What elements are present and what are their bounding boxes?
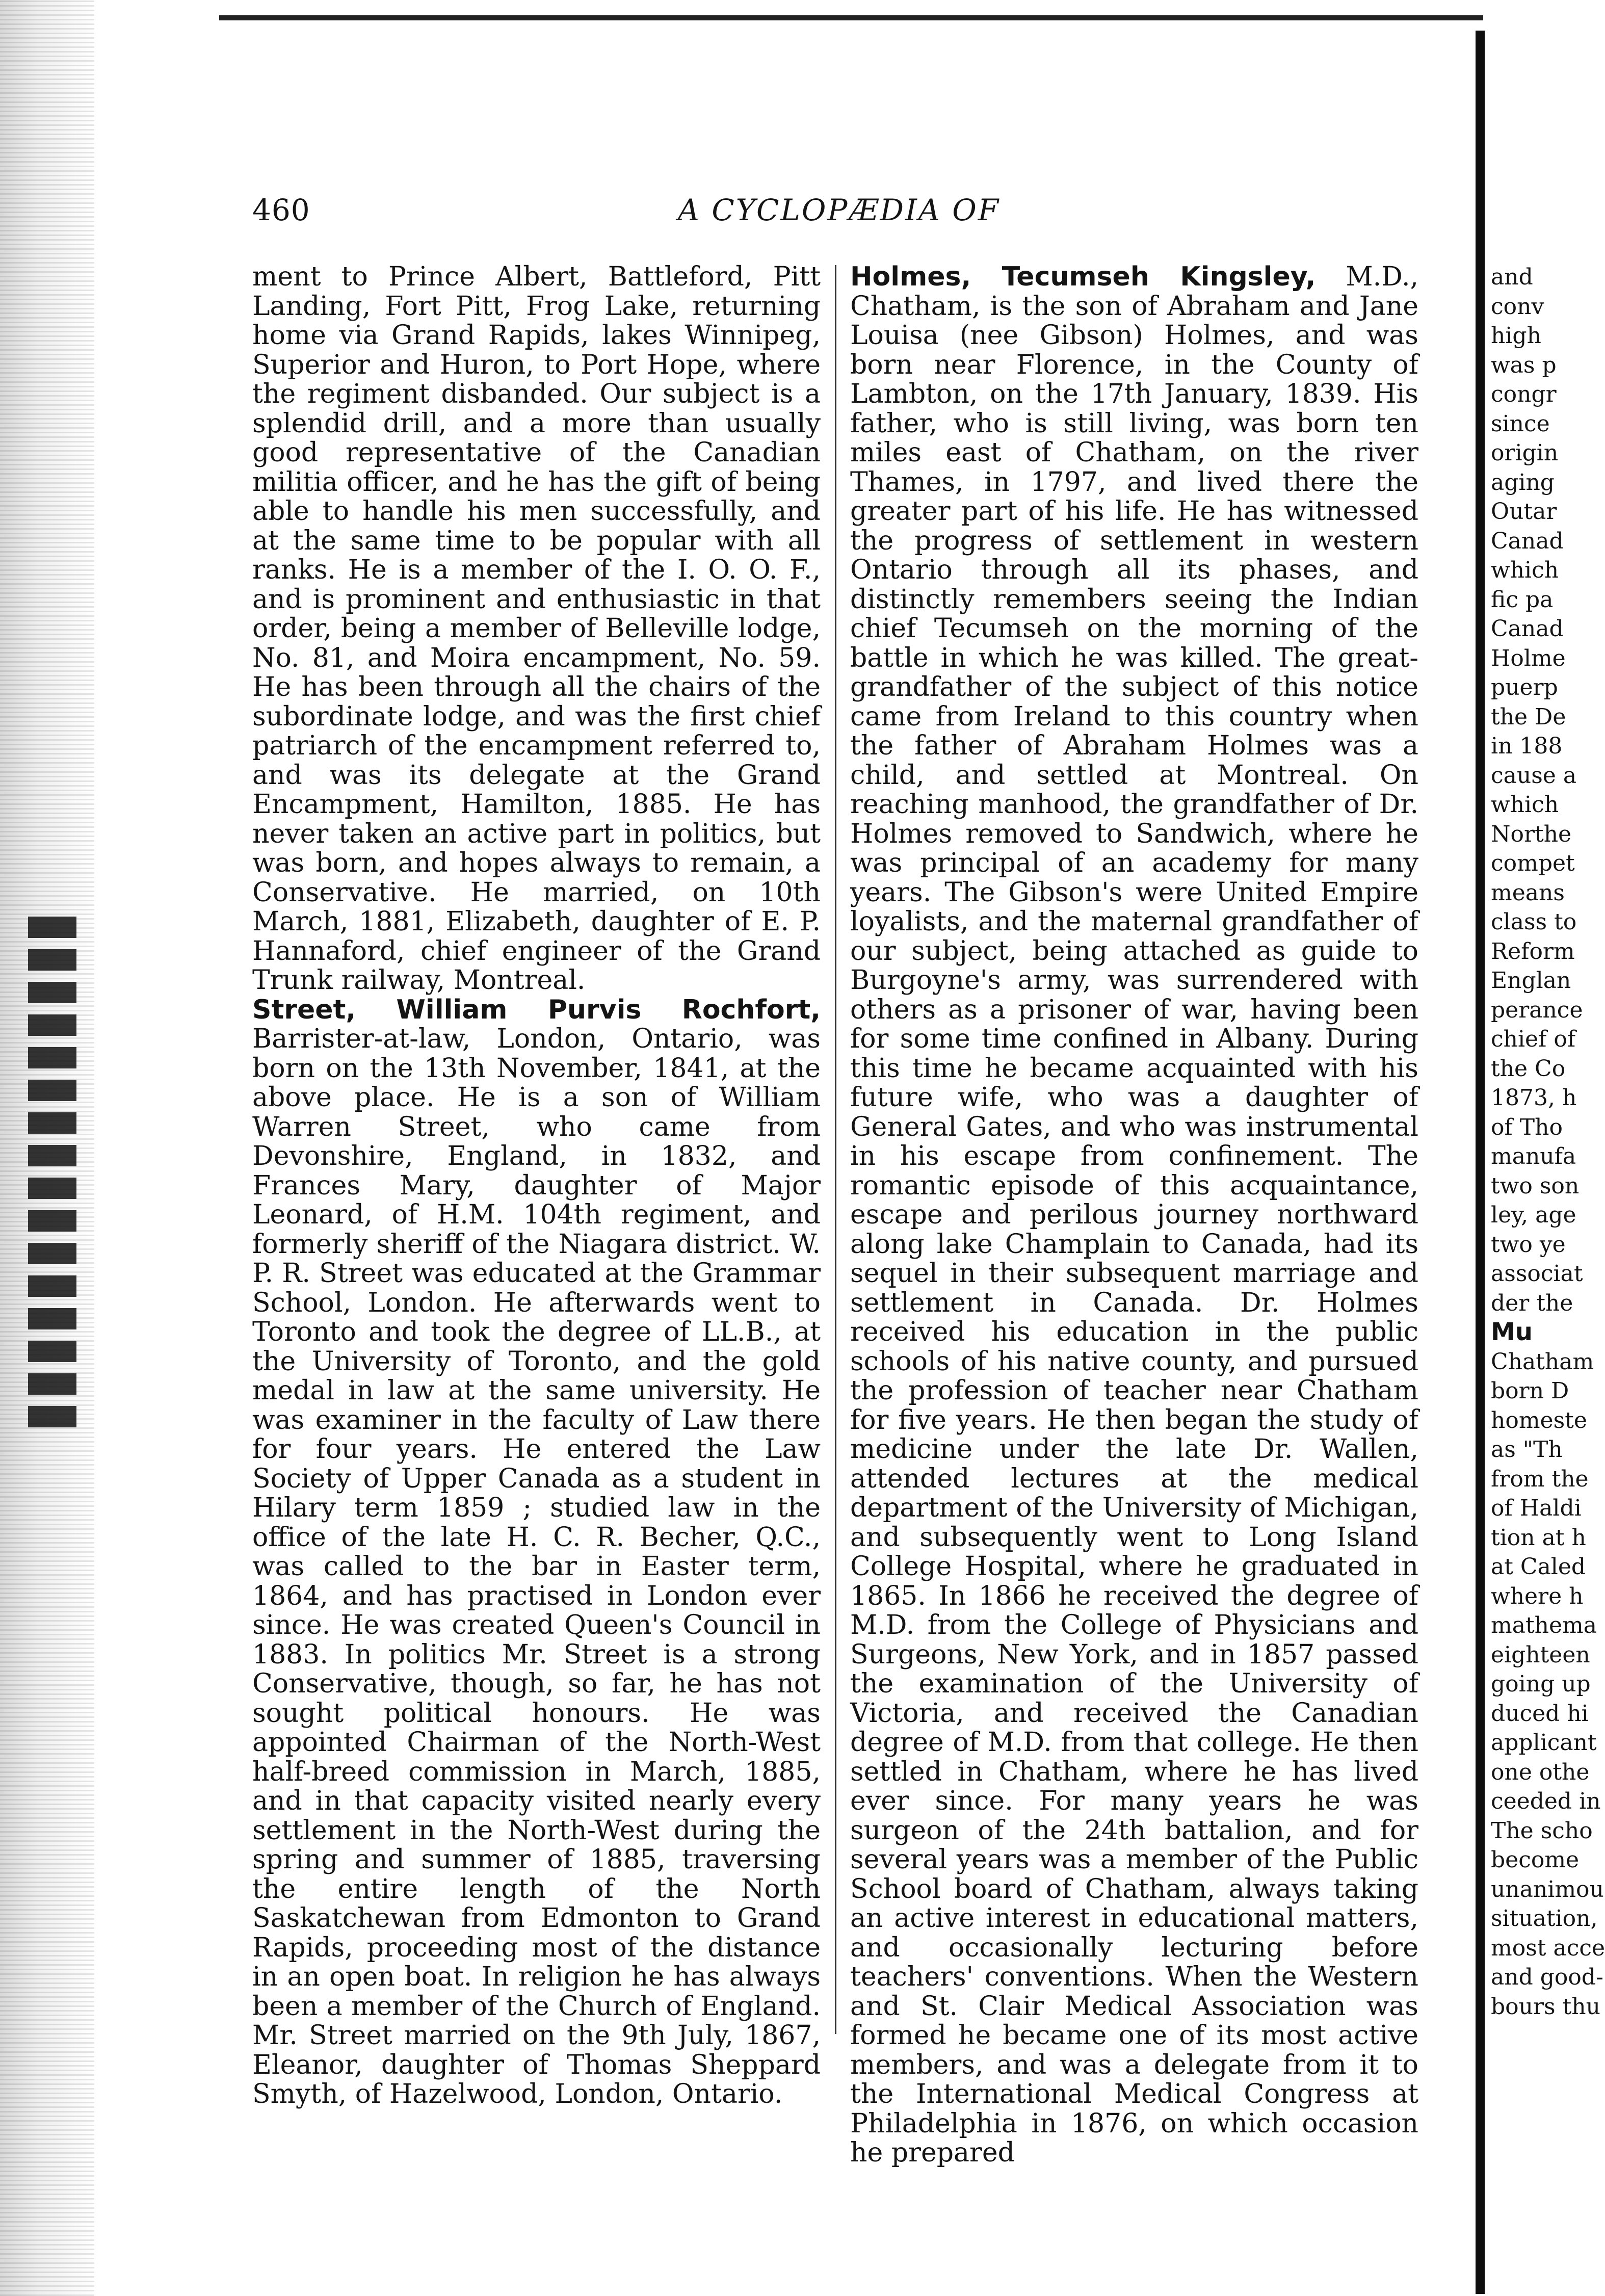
facing-page-line: class to [1491, 909, 1577, 935]
facing-page-line: mathema [1491, 1612, 1597, 1638]
facing-page-line: Holme [1491, 645, 1566, 671]
facing-page-line: fic pa [1491, 586, 1554, 613]
binding-stamp [28, 907, 76, 1427]
facing-page-line: Canad [1491, 616, 1564, 642]
facing-page-line: which [1491, 557, 1559, 583]
entry-text-holmes: M.D., Chatham, is the son of Abraham and Jane Louisa (nee Gibson) Holmes, and was born near Florence, in the County of Lambton, on the 17th January, 1839. His father, who is still living, was born ten miles east of Chatham, on the river Thames, in 1797, and lived there the greater part of his life. He has witnessed the progress of settlement in western Ontario through all its phases, and distinctly remembers seeing the Indian chief Tecumseh on the morning of the battle in which he was killed. The great-grandfather of the subject of this notice came from Ireland to this country when the father of Abraham Holmes was a child, and settled at Montreal. On reaching manhood, the grandfather of Dr. Holmes removed to Sandwich, where he was principal of an academy for many years. The Gibson's were United Empire loyalists, and the maternal grandfather of our subject, being attached as guide to Burgoyne's army, was surrendered with others as a prisoner of war, having been for some time confined in Albany. During this time he became acquainted with his future wife, who was a daughter of General Gates, and who was instrumental in his escape from confinement. The romantic episode of this acquaintance, escape and perilous journey northward along lake Champlain to Canada, had its sequel in their subsequent marriage and settlement in Canada. Dr. Holmes received his education in the public schools of his native county, and pursued the profession of teacher near Chatham for five years. He then began the study of medicine under the late Dr. Wallen, attended lectures at the medical department of the University of Michigan, and subsequently went to Long Island College Hospital, where he graduated in 1865. In 1866 he received the degree of M.D. from the College of Physicians and Surgeons, New York, and in 1857 passed the examination of the University of Victoria, and received the Canadian degree of M.D. from that college. He then settled in Chatham, where he has lived ever since. For many years he was surgeon of the 24th battalion, and for several years was a member of the Public School board of Chatham, always taking an active interest in educational matters, and occasionally lecturing before teachers' conventions. When the Western and St. Clair Medical Association was formed he became one of its most active members, and was a delegate from it to the International Medical Congress at Philadelphia in 1876, on which occasion he prepared [850, 262, 1419, 2168]
facing-page-line: origin [1491, 440, 1559, 466]
facing-page-line: situation, [1491, 1906, 1598, 1932]
facing-page-line: 1873, h [1491, 1085, 1577, 1111]
facing-page-line: means [1491, 879, 1565, 906]
facing-page-line: in 188 [1491, 733, 1563, 759]
facing-page-line: bours thu [1491, 1993, 1600, 2020]
facing-page-line: Reform [1491, 938, 1575, 964]
column-divider [835, 265, 836, 2034]
facing-page-line: duced hi [1491, 1700, 1589, 1727]
facing-page-line: Outar [1491, 499, 1557, 525]
left-column [252, 263, 821, 2109]
continued-paragraph: ment to Prince Albert, Battleford, Pitt Landing, Fort Pitt, Frog Lake, returning home via Grand Rapids, lakes Winnipeg, Superior and Huron, to Port Hope, where the regiment disbanded. Our subject is a splendid drill, and a more than usually good representative of the Canadian militia officer, and he has the gift of being able to handle his men successfully, and at the same time to be popular with all ranks. He is a member of the I. O. O. F., and is prominent and enthusiastic in that order, being a member of Belleville lodge, No. 81, and Moira encampment, No. 59. He has been through all the chairs of the subordinate lodge, and was the first chief patriarch of the encampment referred to, and was its delegate at the Grand Encampment, Hamilton, 1885. He has never taken an active part in politics, but was born, and hopes always to remain, a Conservative. He married, on 10th March, 1881, Elizabeth, daughter of E. P. Hannaford, chief engineer of the Grand Trunk railway, Montreal. [252, 262, 821, 996]
facing-page-line: ley, age [1491, 1202, 1576, 1228]
facing-page-line: of Tho [1491, 1114, 1563, 1140]
facing-page-line: der the [1491, 1290, 1573, 1316]
facing-page-line: chief of [1491, 1026, 1576, 1052]
facing-page-line: where h [1491, 1583, 1584, 1609]
facing-page-line: manufa [1491, 1143, 1576, 1169]
facing-page-line: of Haldi [1491, 1495, 1582, 1521]
facing-page-line: perance [1491, 997, 1583, 1023]
facing-page-line: two son [1491, 1172, 1580, 1199]
facing-page-line: eighteen [1491, 1641, 1590, 1668]
facing-page-line: conv [1491, 293, 1544, 320]
facing-page-line: Mu [1491, 1318, 1533, 1346]
entry-name-street: Street, William Purvis Rochfort, [252, 994, 821, 1025]
facing-page-line: congr [1491, 381, 1557, 407]
facing-page-line: two ye [1491, 1231, 1566, 1258]
facing-page-line: cause a [1491, 762, 1577, 789]
page-gutter [1476, 31, 1485, 2294]
facing-page-line: born D [1491, 1378, 1569, 1404]
entry-name-holmes: Holmes, Tecumseh Kingsley, [850, 262, 1316, 292]
facing-page-line: and good- [1491, 1964, 1603, 1990]
facing-page-line: one othe [1491, 1759, 1590, 1785]
facing-page-line: Englan [1491, 968, 1571, 994]
facing-page-line: most acce [1491, 1935, 1605, 1961]
facing-page-line: applicant [1491, 1730, 1597, 1756]
facing-page-line: at Caled [1491, 1554, 1586, 1580]
facing-page-line: The scho [1491, 1817, 1593, 1844]
facing-page-line: Chatham [1491, 1348, 1594, 1375]
page-number: 460 [252, 193, 310, 227]
facing-page-line: high [1491, 323, 1541, 349]
facing-page-line: Northe [1491, 821, 1572, 847]
facing-page-fragment [1491, 263, 1605, 2021]
facing-page-line: the De [1491, 703, 1566, 730]
facing-page-line: as "Th [1491, 1437, 1563, 1463]
facing-page-line: since [1491, 410, 1550, 437]
facing-page-line: which [1491, 792, 1559, 818]
facing-page-line: puerp [1491, 674, 1558, 700]
facing-page-line: and [1491, 264, 1533, 290]
facing-page-line: unanimou [1491, 1876, 1604, 1902]
facing-page-line: compet [1491, 850, 1575, 876]
facing-page-line: become [1491, 1847, 1580, 1873]
entry-street [252, 996, 821, 2109]
running-title: A CYCLOPÆDIA OF [678, 193, 1001, 227]
right-column [850, 263, 1418, 2168]
facing-page-line: associat [1491, 1261, 1583, 1287]
facing-page-line: going up [1491, 1671, 1591, 1697]
facing-page-line: was p [1491, 352, 1557, 378]
facing-page-line: ceeded in [1491, 1788, 1601, 1814]
facing-page-line: tion at h [1491, 1524, 1586, 1551]
facing-page-line: the Co [1491, 1055, 1566, 1082]
facing-page-line: homeste [1491, 1407, 1587, 1433]
facing-page-line: from the [1491, 1466, 1589, 1492]
entry-holmes [850, 263, 1418, 2168]
facing-page-line: Canad [1491, 528, 1564, 554]
facing-page-line: aging [1491, 469, 1555, 495]
entry-text-street: Barrister-at-law, London, Ontario, was born on the 13th November, 1841, at the above place. He is a son of William Warren Street, who came from Devonshire, England, in 1832, and Frances Mary, daughter of Major Leonard, of H.M. 104th regiment, and formerly sheriff of the Niagara district. W. P. R. Street was educated at the Grammar School, London. He afterwards went to Toronto and took the degree of LL.B., at the University of Toronto, and the gold medal in law at the same university. He was examiner in the faculty of Law there for four years. He entered the Law Society of Upper Canada as a student in Hilary term 1859 ; studied law in the office of the late H. C. R. Becher, Q.C., was called to the bar in Easter term, 1864, and has practised in London ever since. He was created Queen's Council in 1883. In politics Mr. Street is a strong Conservative, though, so far, he has not sought political honours. He was appointed Chairman of the North-West half-breed commission in March, 1885, and in that capacity visited nearly every settlement in the North-West during the spring and summer of 1885, traversing the entire length of the North Saskatchewan from Edmonton to Grand Rapids, proceeding most of the distance in an open boat. In religion he has always been a member of the Church of England. Mr. Street married on the 9th July, 1867, Eleanor, daughter of Thomas Sheppard Smyth, of Hazelwood, London, Ontario. [252, 1024, 821, 2109]
scan-top-rule [219, 15, 1483, 20]
